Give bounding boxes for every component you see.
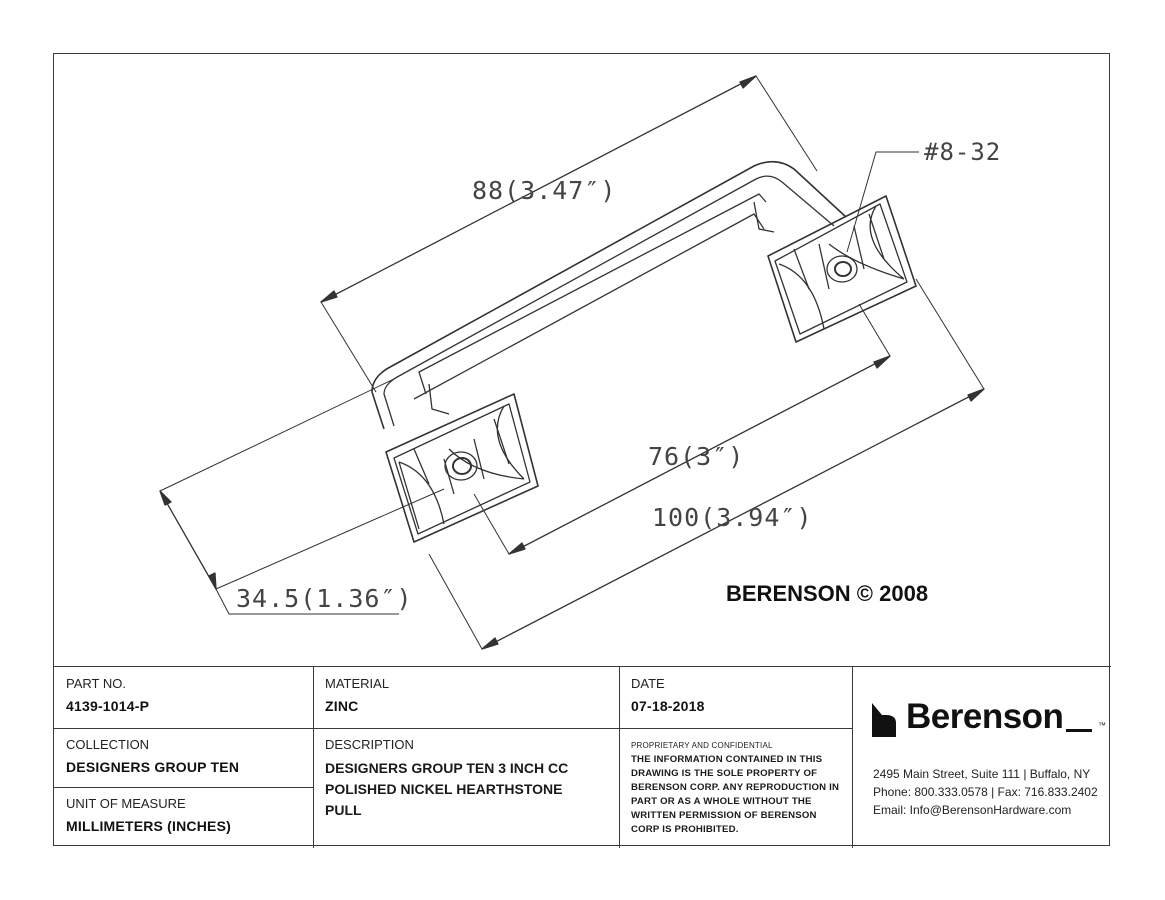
collection-cell	[54, 728, 313, 787]
unit-of-measure-value: MILLIMETERS (INCHES)	[66, 818, 231, 834]
dim-thread-size: #8-32	[924, 138, 1002, 166]
dim-line-34-5	[160, 491, 216, 589]
description-cell	[313, 728, 619, 848]
part-no-label: PART NO.	[66, 676, 126, 691]
collection-value: DESIGNERS GROUP TEN	[66, 759, 240, 775]
description-label: DESCRIPTION	[325, 737, 414, 752]
date-cell	[619, 667, 852, 728]
left-base-plate	[386, 394, 538, 542]
company-contact	[873, 765, 1098, 819]
dim-overall-length: 88(3.47″)	[472, 176, 617, 205]
company-phone: Phone: 800.333.0578 | Fax: 716.833.2402	[873, 785, 1098, 799]
company-name: Berenson	[906, 697, 1064, 736]
technical-drawing	[54, 54, 1111, 666]
material-label: MATERIAL	[325, 676, 390, 691]
material-cell	[313, 667, 619, 728]
proprietary-notice: THE INFORMATION CONTAINED IN THIS DRAWING IS THE SOLE PROPERTY OF BERENSON CORP. ANY REPRODUCTION IN PART OR AS A WHOLE WITHOUT THE WRITTEN PERMISSION OF BERENSON CORP IS PROHIBITED.	[631, 754, 840, 835]
dim-projection: 34.5(1.36″)	[236, 584, 413, 613]
description-value: DESIGNERS GROUP TEN 3 INCH CC POLISHED NICKEL HEARTHSTONE PULL	[325, 760, 569, 818]
part-no-cell	[54, 667, 313, 728]
drawing-sheet	[53, 53, 1110, 846]
berenson-mark-icon	[870, 701, 900, 739]
material-value: ZINC	[325, 698, 359, 714]
part-no-value: 4139-1014-P	[66, 698, 150, 714]
collection-label: COLLECTION	[66, 737, 150, 752]
unit-of-measure-label: UNIT OF MEASURE	[66, 796, 186, 811]
logo-underline	[1066, 725, 1096, 735]
unit-of-measure-cell	[54, 787, 313, 848]
proprietary-heading: PROPRIETARY AND CONFIDENTIAL	[631, 741, 773, 750]
company-address: 2495 Main Street, Suite 111 | Buffalo, NY	[873, 767, 1091, 781]
company-email: Email: Info@BerensonHardware.com	[873, 803, 1072, 817]
trademark-symbol: ™	[1098, 721, 1106, 730]
date-label: DATE	[631, 676, 665, 691]
dim-center-to-center: 76(3″)	[648, 442, 745, 471]
copyright-notice: BERENSON © 2008	[726, 581, 929, 606]
dim-base-length: 100(3.94″)	[652, 503, 813, 532]
proprietary-cell	[619, 728, 852, 848]
title-block	[54, 666, 1111, 847]
date-value: 07-18-2018	[631, 698, 705, 714]
divider	[852, 667, 853, 848]
